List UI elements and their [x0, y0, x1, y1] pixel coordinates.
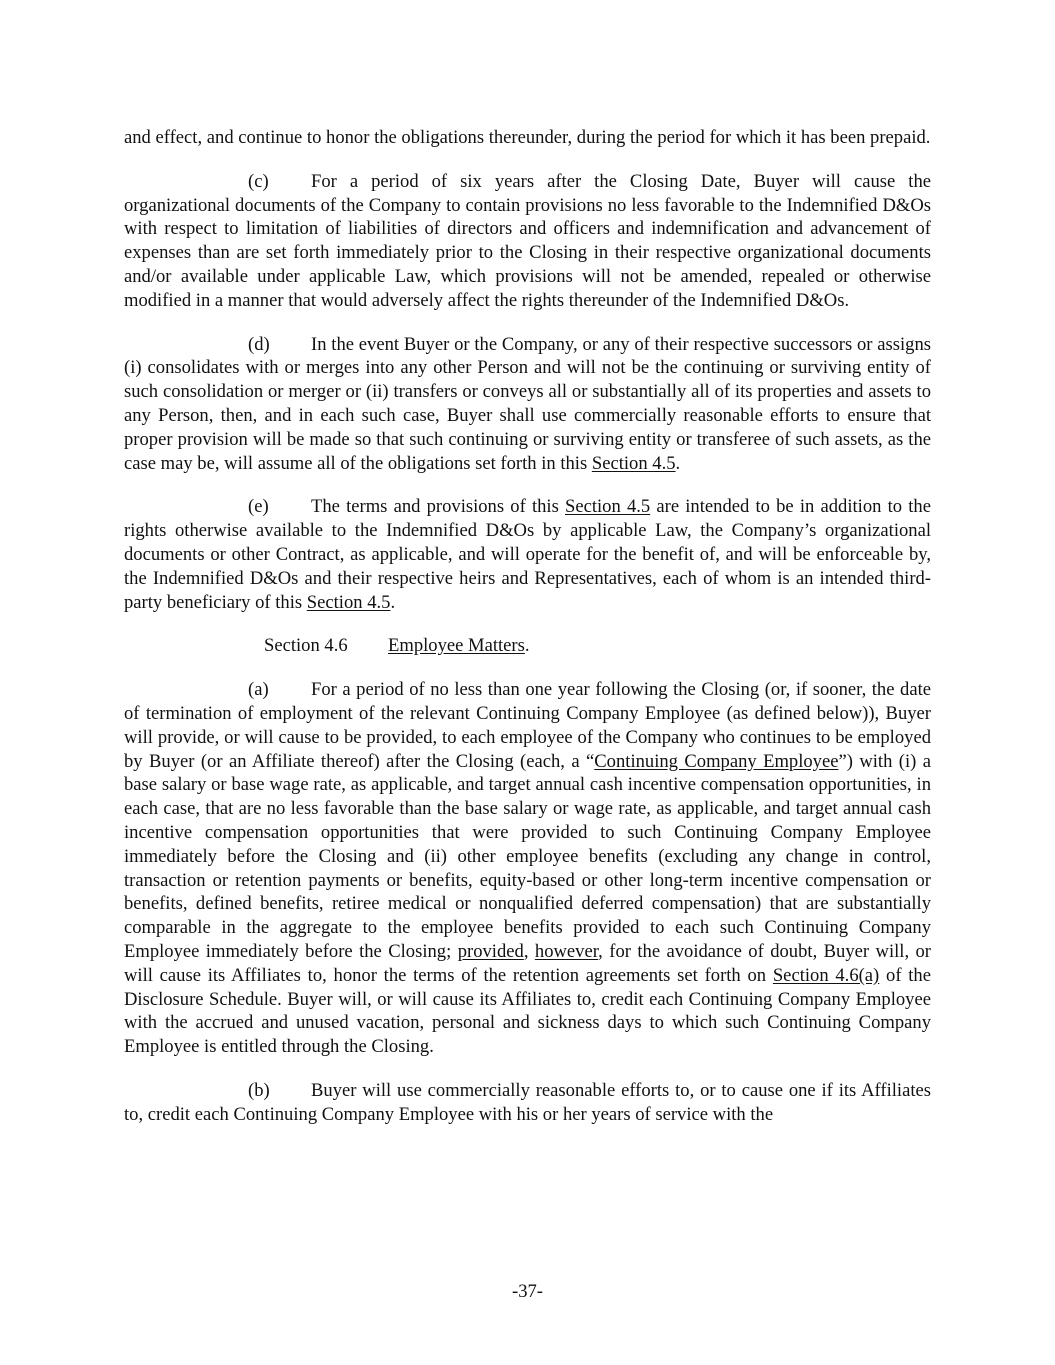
section-4-6-heading: [124, 634, 931, 658]
paragraph-intro: [124, 126, 931, 150]
document-page: [124, 126, 931, 1146]
section-4-6-a-reference[interactable]: Section 4.6(a): [772, 964, 880, 986]
defined-term-continuing-company-employee: Continuing Company Employee: [594, 750, 839, 772]
paragraph-c: [124, 170, 931, 313]
paragraph-a: [124, 678, 931, 1059]
paragraph-a-text-2: ”) with (i) a base salary or base wage rate, as applicable, and target annual cash incentive compensation opportunities, in each case, that are no less favorable than the base salary or wage rate, as applicable, and target annual cash incentive compensation opportunities that were provided to such Continuing Company Employee immediately before the Closing and (ii) other employee benefits (excluding any change in control, transaction or retention payments or benefits, equity-based or other long-term incentive compensation or benefits, defined benefits, retiree medical or nonqualified deferred compensation) that are substantially comparable in the aggregate to the employee benefits provided to each such Continuing Company Employee immediately before the Closing;: [124, 750, 932, 962]
section-title-tail: .: [524, 635, 530, 657]
section-4-5-reference[interactable]: Section 4.5: [565, 496, 651, 518]
paragraph-d: [124, 333, 931, 476]
paragraph-e-text-1: The terms and provisions of this: [311, 496, 565, 518]
page-number: -37-: [512, 1281, 543, 1302]
provided-term: provided: [457, 940, 524, 962]
paragraph-e-label: (e): [248, 496, 269, 518]
paragraph-e: [124, 495, 931, 614]
section-4-5-reference[interactable]: Section 4.5: [306, 591, 391, 613]
paragraph-d-tail: .: [675, 452, 681, 474]
however-term: however: [534, 940, 599, 962]
paragraph-a-text-3: , for the avoidance of doubt, Buyer will, or will cause its Affiliates to, honor the terms of the retention agreements set forth on: [124, 940, 932, 986]
paragraph-c-text: For a period of six years after the Closing Date, Buyer will cause the organizational documents of the Company to contain provisions no less favorable to the Indemnified D&Os with respect to limitation of liabilities of directors and officers and indemnification and advancement of expenses than are set forth immediately prior to the Closing in their respective organizational documents and/or available under applicable Law, which provisions will not be amended, repealed or otherwise modified in a manner that would adversely affect the rights thereunder of the Indemnified D&Os.: [124, 170, 931, 311]
paragraph-a-text-4: of the Disclosure Schedule. Buyer will, or will cause its Affiliates to, credit each Continuing Company Employee with the accrued and unused vacation, personal and sickness days to which such Continuing Company Employee is entitled through the Closing.: [124, 964, 931, 1058]
paragraph-e-text-2: are intended to be in addition to the rights otherwise available to the Indemnified D&Os by applicable Law, the Company’s organizational documents or other Contract, as applicable, and will operate for the benefit of, and will be enforceable by, the Indemnified D&Os and their respective heirs and Representatives, each of whom is an intended third-party beneficiary of this: [124, 496, 931, 613]
paragraph-c-label: (c): [248, 170, 269, 192]
paragraph-d-label: (d): [248, 333, 270, 355]
paragraph-d-text: In the event Buyer or the Company, or any of their respective successors or assigns (i) consolidates with or merges into any other Person and will not be the continuing or surviving entity of such consolidation or merger or (ii) transfers or conveys all or substantially all of its properties and assets to any Person, then, and in each such case, Buyer shall use commercially reasonable efforts to ensure that proper provision will be made so that such continuing or surviving entity or transferee of such assets, as the case may be, will assume all of the obligations set forth in this: [124, 333, 931, 474]
section-4-5-reference[interactable]: Section 4.5: [591, 452, 676, 474]
paragraph-b: [124, 1079, 931, 1127]
paragraph-b-text: Buyer will use commercially reasonable efforts to, or to cause one if its Affiliates to, credit each Continuing Company Employee with his or her years of service with the: [124, 1079, 931, 1125]
paragraph-intro-text: and effect, and continue to honor the obligations thereunder, during the period for which it has been prepaid.: [124, 127, 931, 148]
paragraph-a-label: (a): [248, 679, 269, 701]
section-title: Employee Matters: [388, 635, 525, 657]
section-number: Section 4.6: [264, 635, 348, 657]
paragraph-a-text-1: For a period of no less than one year following the Closing (or, if sooner, the date of termination of employment of the relevant Continuing Company Employee (as defined below)), Buyer will provide, or will cause to be provided, to each employee of the Company who continues to be employed by Buyer (or an Affiliate thereof) after the Closing (each, a “: [124, 679, 931, 772]
paragraph-e-tail: .: [390, 591, 396, 613]
paragraph-b-label: (b): [248, 1079, 270, 1101]
comma-separator: ,: [523, 940, 535, 962]
